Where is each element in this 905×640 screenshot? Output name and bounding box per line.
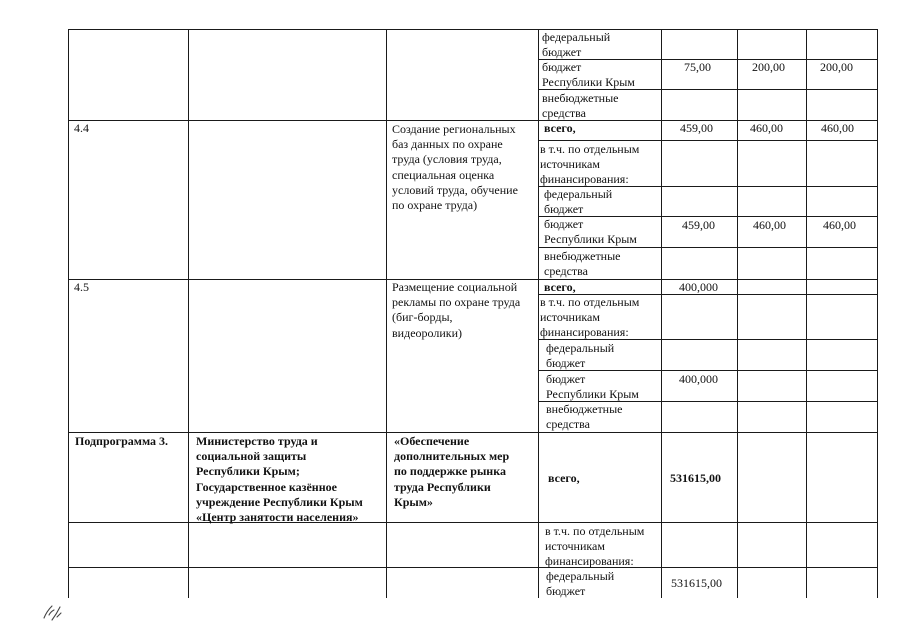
crimea-budget-label: бюджет Республики Крым [542, 60, 635, 90]
row-line [538, 140, 877, 141]
row-4-5-total-value: 400,000 [679, 280, 718, 294]
subprogram-3-label: Подпрограмма 3. [75, 434, 169, 448]
extrabudgetary-label: внебюджетные средства [542, 91, 619, 121]
row-line [68, 567, 877, 568]
row-4-4-total-value-2: 460,00 [750, 121, 783, 135]
column-line [737, 29, 738, 598]
subprogram-3-federal-value: 531615,00 [671, 576, 722, 590]
crimea-budget-value-1: 75,00 [684, 60, 711, 74]
crimea-budget-value-3: 200,00 [820, 60, 853, 74]
row-4-5-total-label: всего, [544, 280, 576, 294]
column-line [661, 29, 662, 598]
row-4-4-crimea-value-2: 460,00 [753, 218, 786, 232]
column-line [188, 29, 189, 598]
row-number-4-5: 4.5 [74, 280, 89, 294]
subprogram-3-sources-label: в т.ч. по отдельным источникам финансирования: [545, 524, 645, 569]
row-line-top [68, 29, 877, 30]
row-4-4-crimea-value-1: 459,00 [682, 218, 715, 232]
subprogram-3-federal-label: федеральный бюджет [546, 569, 615, 599]
row-line [68, 522, 877, 523]
row-4-4-total-label: всего, [544, 121, 576, 135]
row-4-5-description: Размещение социальной рекламы по охране труда (биг-борды, видеоролики) [392, 280, 521, 340]
row-4-5-extrabudgetary-label: внебюджетные средства [546, 402, 623, 432]
subprogram-3-total-label: всего, [548, 471, 580, 485]
row-4-5-federal-label: федеральный бюджет [546, 341, 615, 371]
row-4-4-federal-label: федеральный бюджет [544, 187, 613, 217]
column-line [68, 29, 69, 598]
row-4-4-total-value-1: 459,00 [680, 121, 713, 135]
column-line [538, 29, 539, 598]
row-4-4-total-value-3: 460,00 [821, 121, 854, 135]
federal-budget-label: федеральный бюджет [542, 30, 611, 60]
subprogram-3-total-value: 531615,00 [670, 471, 721, 485]
row-4-4-sources-label: в т.ч. по отдельным источникам финансирования: [540, 142, 640, 187]
row-4-4-crimea-label: бюджет Республики Крым [544, 217, 637, 247]
row-4-4-description: Создание региональных баз данных по охране труда (условия труда, специальная оценка условий труда, обучение по охране труда) [392, 122, 518, 213]
row-4-5-crimea-value: 400,000 [679, 372, 718, 386]
crimea-budget-value-2: 200,00 [752, 60, 785, 74]
row-4-5-crimea-label: бюджет Республики Крым [546, 372, 639, 402]
handwritten-page-mark-icon [40, 598, 66, 624]
column-line [806, 29, 807, 598]
row-4-4-extrabudgetary-label: внебюджетные средства [544, 249, 621, 279]
row-4-5-sources-label: в т.ч. по отдельным источникам финансирования: [540, 295, 640, 340]
row-number-4-4: 4.4 [74, 121, 89, 135]
row-line [68, 432, 877, 433]
column-line [386, 29, 387, 598]
column-line [877, 29, 878, 598]
subprogram-3-title: «Обеспечение дополнительных мер по поддержке рынка труда Республики Крым» [394, 434, 510, 509]
row-4-4-crimea-value-3: 460,00 [823, 218, 856, 232]
subprogram-3-executors: Министерство труда и социальной защиты Республики Крым; Государственное казённое учреждение Республики Крым «Центр занятости населения» [196, 434, 363, 525]
